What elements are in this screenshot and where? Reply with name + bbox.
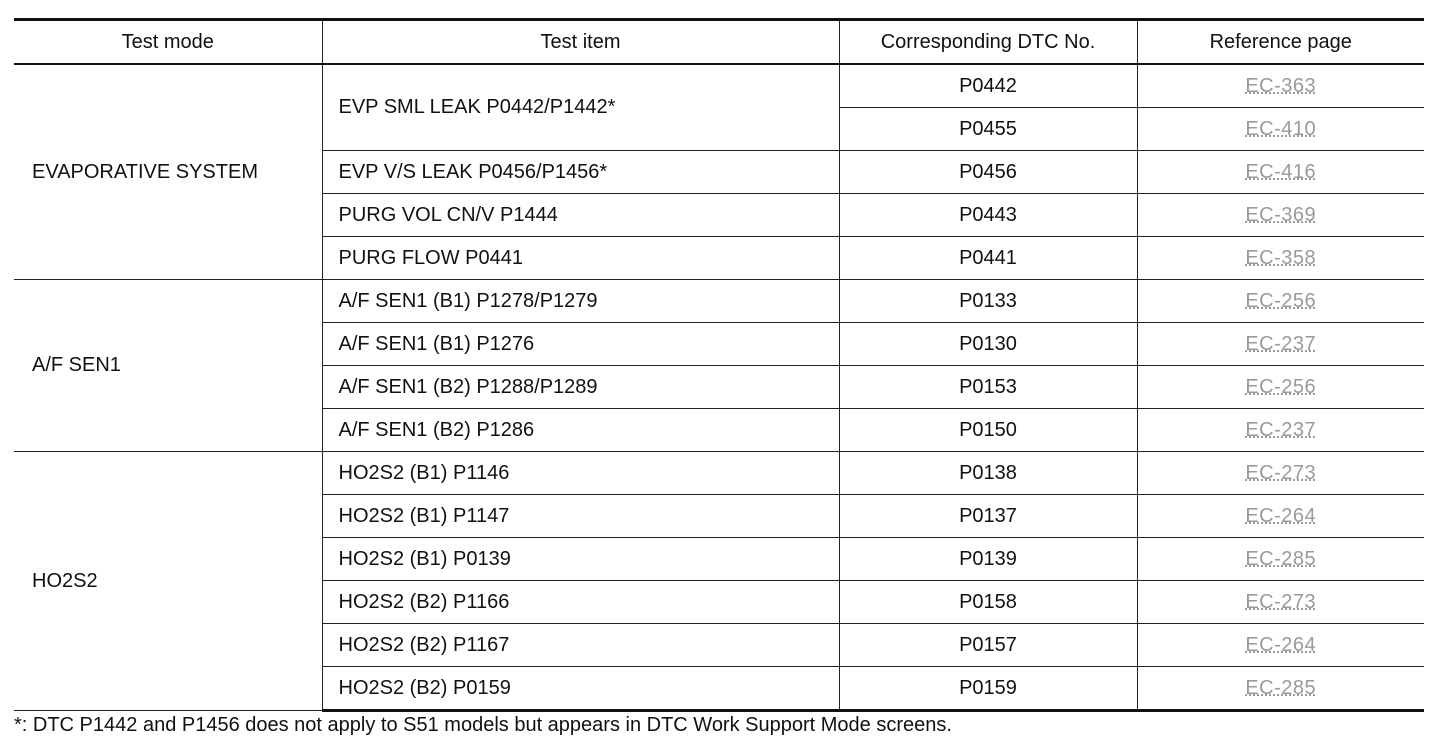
dtc-number-cell: P0455 [839, 108, 1137, 151]
reference-page-cell [1137, 194, 1424, 237]
reference-page-link[interactable]: EC-256 [1245, 375, 1317, 398]
test-item-cell: HO2S2 (B1) P0139 [322, 538, 839, 581]
dtc-number-cell: P0157 [839, 624, 1137, 667]
reference-page-link[interactable]: EC-256 [1245, 289, 1317, 312]
dtc-number-cell: P0137 [839, 495, 1137, 538]
reference-page-link[interactable]: EC-369 [1245, 203, 1317, 226]
reference-page-cell [1137, 366, 1424, 409]
reference-page-link[interactable]: EC-416 [1245, 160, 1317, 183]
test-item-cell: EVP SML LEAK P0442/P1442* [322, 64, 839, 151]
reference-page-cell [1137, 495, 1424, 538]
test-item-cell: HO2S2 (B2) P1166 [322, 581, 839, 624]
reference-page-cell [1137, 667, 1424, 711]
reference-page-link[interactable]: EC-273 [1245, 461, 1317, 484]
table-row [14, 452, 1424, 495]
footnote: *: DTC P1442 and P1456 does not apply to S51 models but appears in DTC Work Support Mode screens. [14, 714, 952, 736]
reference-page-link[interactable]: EC-237 [1245, 332, 1317, 355]
dtc-work-support-table [14, 18, 1424, 712]
test-item-cell: A/F SEN1 (B2) P1286 [322, 409, 839, 452]
reference-page-cell [1137, 151, 1424, 194]
test-item-cell: HO2S2 (B1) P1146 [322, 452, 839, 495]
reference-page-link[interactable]: EC-237 [1245, 418, 1317, 441]
dtc-number-cell: P0441 [839, 237, 1137, 280]
test-item-cell: HO2S2 (B2) P1167 [322, 624, 839, 667]
dtc-number-cell: P0159 [839, 667, 1137, 711]
dtc-number-cell: P0456 [839, 151, 1137, 194]
test-mode-cell: HO2S2 [14, 452, 322, 711]
test-item-cell: A/F SEN1 (B1) P1278/P1279 [322, 280, 839, 323]
reference-page-cell [1137, 409, 1424, 452]
reference-page-cell [1137, 237, 1424, 280]
table-row [14, 280, 1424, 323]
reference-page-cell [1137, 452, 1424, 495]
reference-page-link[interactable]: EC-273 [1245, 590, 1317, 613]
dtc-number-cell: P0133 [839, 280, 1137, 323]
test-item-cell: HO2S2 (B2) P0159 [322, 667, 839, 711]
reference-page-cell [1137, 323, 1424, 366]
reference-page-cell [1137, 280, 1424, 323]
reference-page-link[interactable]: EC-285 [1245, 547, 1317, 570]
test-mode-cell: EVAPORATIVE SYSTEM [14, 64, 322, 280]
reference-page-link[interactable]: EC-358 [1245, 246, 1317, 269]
test-item-cell: PURG FLOW P0441 [322, 237, 839, 280]
header-test-mode: Test mode [14, 20, 322, 65]
reference-page-cell [1137, 108, 1424, 151]
test-item-cell: A/F SEN1 (B1) P1276 [322, 323, 839, 366]
reference-page-cell [1137, 538, 1424, 581]
table-header-row [14, 20, 1424, 65]
table-body [14, 64, 1424, 711]
test-item-cell: PURG VOL CN/V P1444 [322, 194, 839, 237]
reference-page-link[interactable]: EC-410 [1245, 117, 1317, 140]
reference-page-cell [1137, 64, 1424, 108]
reference-page-link[interactable]: EC-264 [1245, 633, 1317, 656]
dtc-number-cell: P0138 [839, 452, 1137, 495]
dtc-number-cell: P0150 [839, 409, 1137, 452]
dtc-number-cell: P0130 [839, 323, 1137, 366]
header-dtc-no: Corresponding DTC No. [839, 20, 1137, 65]
test-item-cell: EVP V/S LEAK P0456/P1456* [322, 151, 839, 194]
dtc-number-cell: P0158 [839, 581, 1137, 624]
test-mode-cell: A/F SEN1 [14, 280, 322, 452]
dtc-number-cell: P0442 [839, 64, 1137, 108]
reference-page-cell [1137, 581, 1424, 624]
reference-page-link[interactable]: EC-363 [1245, 74, 1317, 97]
reference-page-link[interactable]: EC-285 [1245, 676, 1317, 699]
table-row [14, 64, 1424, 108]
dtc-number-cell: P0139 [839, 538, 1137, 581]
header-reference-page: Reference page [1137, 20, 1424, 65]
reference-page-link[interactable]: EC-264 [1245, 504, 1317, 527]
test-item-cell: HO2S2 (B1) P1147 [322, 495, 839, 538]
reference-page-cell [1137, 624, 1424, 667]
test-item-cell: A/F SEN1 (B2) P1288/P1289 [322, 366, 839, 409]
header-test-item: Test item [322, 20, 839, 65]
dtc-number-cell: P0153 [839, 366, 1137, 409]
dtc-number-cell: P0443 [839, 194, 1137, 237]
